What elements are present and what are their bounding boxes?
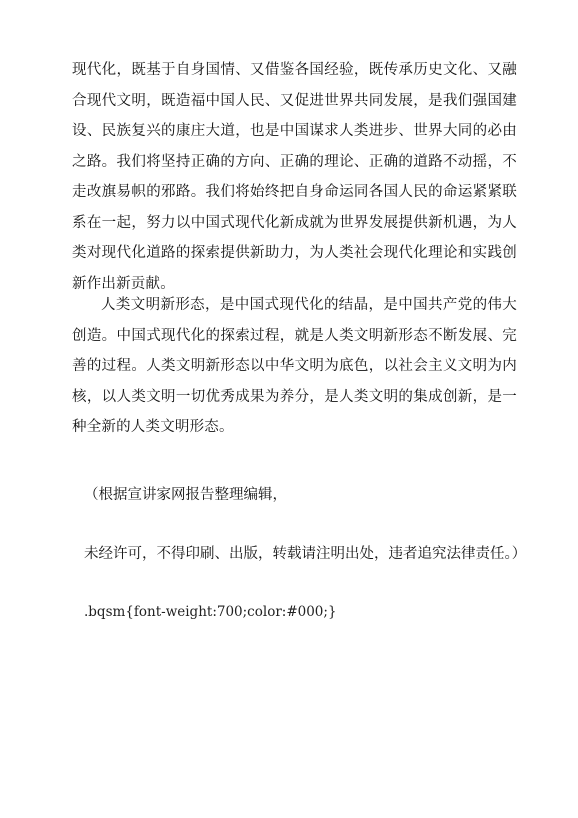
css-text-line: .bqsm{font-weight:700;color:#000;} [84, 604, 337, 620]
body-paragraph-1: 现代化，既基于自身国情、又借鉴各国经验，既传承历史文化、又融合现代文明，既造福中国人民、又促进世界共同发展，是我们强国建设、民族复兴的康庄大道，也是中国谋求人类进步、世界大同的必由之路。我们将坚持正确的方向、正确的理论、正确的道路不动摇，不走改旗易帜的邪路。我们将始终把自身命运同各国人民的命运紧紧联系在一起，努力以中国式现代化新成就为世界发展提供新机遇，为人类对现代化道路的探索提供新助力，为人类社会现代化理论和实践创新作出新贡献。 [72, 62, 517, 292]
source-note: （根据宣讲家网报告整理编辑， [84, 487, 287, 503]
copyright-note: 未经许可，不得印刷、出版，转载请注明出处，违者追究法律责任。） [84, 546, 527, 562]
body-paragraph-2: 人类文明新形态，是中国式现代化的结晶，是中国共产党的伟大创造。中国式现代化的探索过程，就是人类文明新形态不断发展、完善的过程。人类文明新形态以中华文明为底色，以社会主义文明为内核，以人类文明一切优秀成果为养分，是人类文明的集成创新，是一种全新的人类文明形态。 [72, 297, 517, 435]
